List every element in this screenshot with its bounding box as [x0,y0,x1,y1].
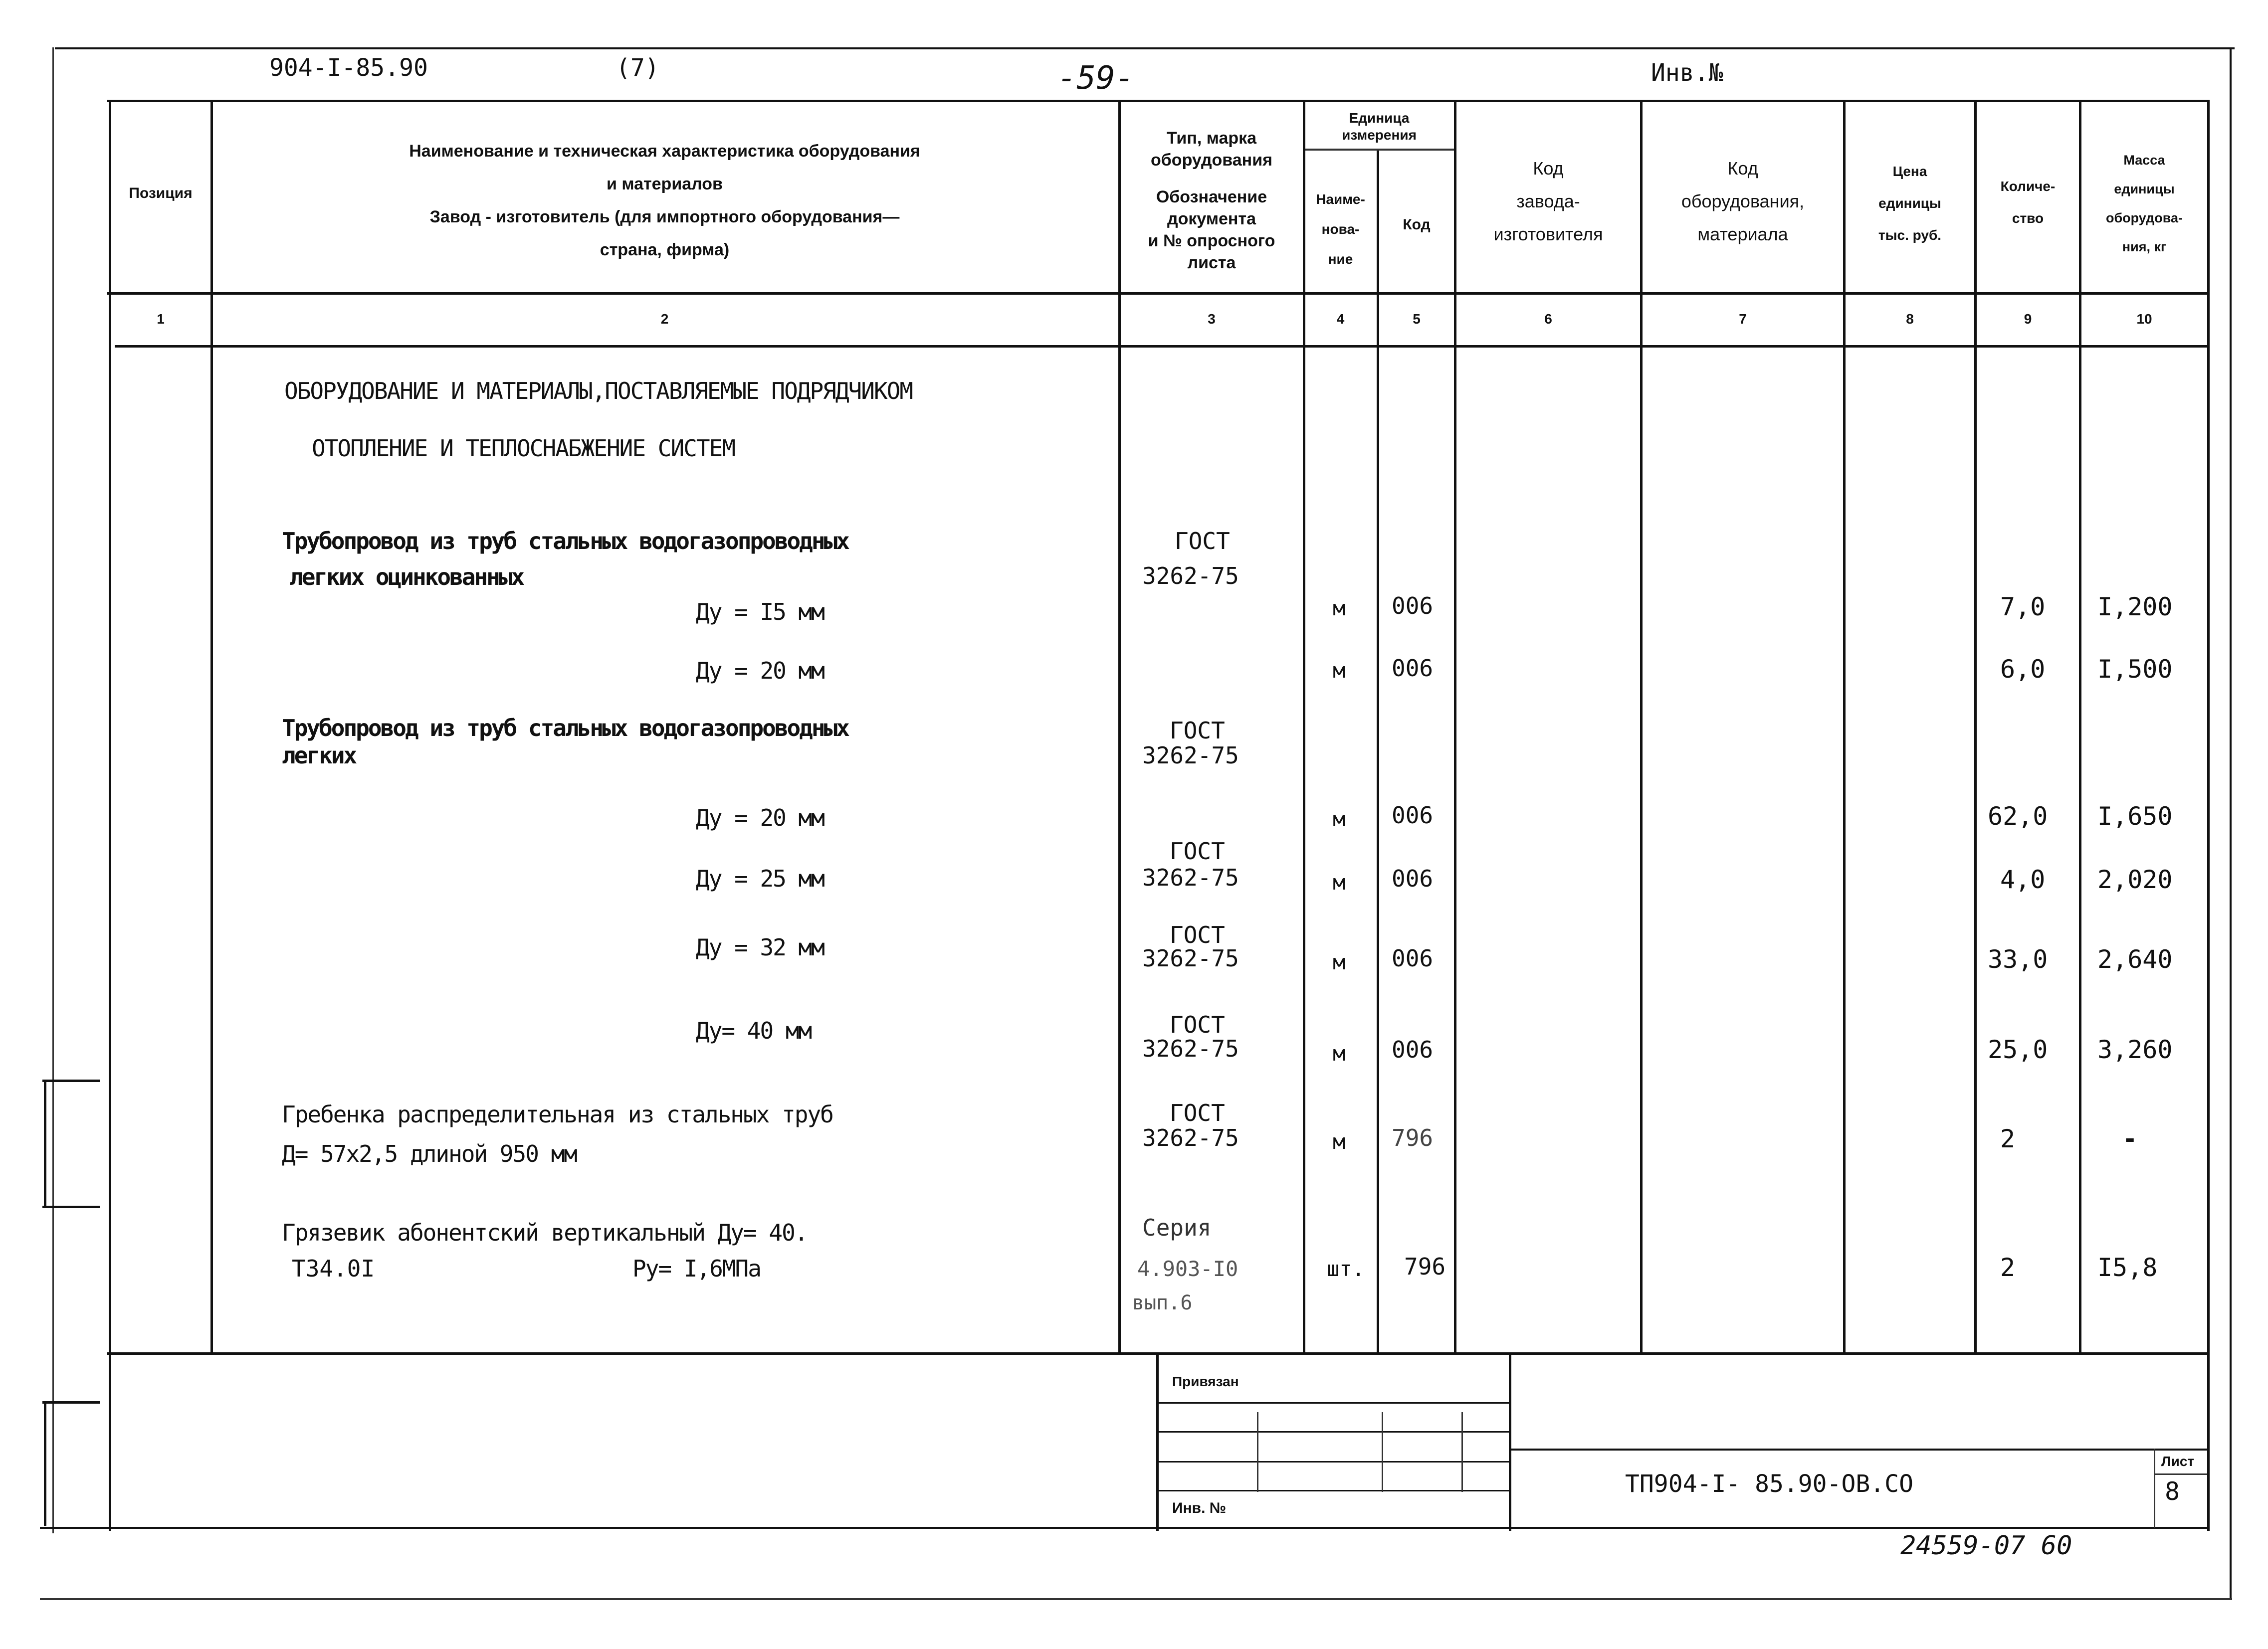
frame-right-line [2230,47,2232,1598]
item-quantity: 7,0 [2000,592,2046,621]
item-unit: м [1333,1041,1346,1066]
item-size: Ду = 20 мм [696,804,824,831]
item-name: Гребенка распределительная из стальных труб [282,1101,833,1128]
header-unit-group: Единица измерения [1342,110,1417,143]
item-size: Ду = 32 мм [696,934,824,961]
item-unit: шт. [1327,1257,1365,1281]
item-mass: 2,020 [2097,865,2173,894]
col-divider-9 [2079,100,2081,1352]
item-quantity: 2 [2000,1124,2016,1153]
item-size: Ду= 40 мм [696,1017,812,1044]
stamp-sheet-number: 8 [2165,1477,2180,1506]
col-divider-4 [1377,151,1379,1352]
header-type-doc: Тип, марка оборудования Обозначение документа и № опросного листа [1148,129,1275,272]
item-unit-code: 006 [1392,1036,1434,1063]
stamp-divider [1382,1412,1383,1492]
item-doc: Серия [1142,1214,1212,1241]
stamp-sheet-divider [2154,1449,2155,1528]
stamp-line [1156,1490,1511,1491]
item-unit-code: 006 [1392,802,1434,829]
binding-mark [42,1401,100,1404]
col-number-3: 3 [1208,311,1216,327]
header-equipment-code: Код оборудования, материала [1681,158,1805,244]
frame-top-line [55,47,2235,49]
header-unit-name: Наиме- нова- ние [1316,191,1365,267]
item-doc: 3262-75 [1142,562,1239,589]
item-size: Ду = 25 мм [696,865,824,892]
item-doc: ГОСТ [1175,528,1230,554]
binding-mark [44,1401,46,1526]
section-subtitle: ОТОПЛЕНИЕ И ТЕПЛОСНАБЖЕНИЕ СИСТЕМ [312,435,735,462]
item-name: Грязевик абонентский вертикальный Ду= 40. [282,1219,808,1246]
item-mass: I,500 [2097,655,2173,684]
item-size: Ду = 20 мм [696,657,824,684]
item-quantity: 25,0 [1988,1035,2048,1064]
section-title: ОБОРУДОВАНИЕ И МАТЕРИАЛЫ,ПОСТАВЛЯЕМЫЕ ПОДРЯДЧИКОМ [284,377,913,404]
col-divider-3 [1303,100,1305,1352]
col-divider-2 [1118,100,1121,1352]
item-doc: 4.903-I0 [1137,1257,1238,1281]
col-number-1: 1 [157,311,165,327]
col-divider-7 [1843,100,1846,1352]
item-unit-code: 006 [1392,945,1434,972]
stamp-doc-designation: ТП904-I- 85.90-ОВ.СО [1625,1470,1913,1498]
col-number-5: 5 [1413,311,1421,327]
col-number-9: 9 [2024,311,2032,327]
binding-mark [42,1206,100,1208]
item-name: легких [282,742,356,769]
stamp-inv-label: Инв. № [1172,1500,1227,1516]
item-name: легких оцинкованных [289,563,524,590]
item-doc: вып.6 [1132,1291,1193,1314]
inv-number-label: Инв.№ [1651,59,1723,87]
header-factory-code: Код завода- изготовителя [1493,158,1603,244]
item-doc: 3262-75 [1142,945,1239,972]
col-number-10: 10 [2136,311,2152,327]
header-unit-code: Код [1403,216,1431,233]
col-number-7: 7 [1739,311,1747,327]
binding-mark [44,1080,46,1207]
page-number: -59- [1057,60,1135,97]
item-unit-code: 006 [1392,592,1434,619]
header-unit-price: Цена единицы тыс. руб. [1878,164,1942,243]
item-quantity: 4,0 [2000,865,2046,894]
col-number-2: 2 [660,311,669,327]
col-divider-6 [1640,100,1643,1352]
item-unit: м [1333,807,1346,831]
item-size: Ду = I5 мм [696,598,824,625]
item-doc: ГОСТ [1170,838,1225,865]
stamp-line [1156,1461,1511,1463]
col-divider-right [2207,100,2210,1531]
frame-bottom-line [40,1598,2232,1600]
item-doc: ГОСТ [1170,1099,1225,1126]
item-mass: I,200 [2097,592,2173,621]
item-name: Т34.0I [292,1255,375,1282]
item-name: Ру= I,6МПа [632,1255,761,1282]
item-doc: 3262-75 [1142,864,1239,891]
item-unit: м [1333,596,1346,620]
stamp-bound-label: Привязан [1172,1374,1239,1389]
stamp-divider [1156,1352,1159,1531]
frame-left-line [52,47,54,1533]
col-divider-8 [1974,100,1977,1352]
item-name: Трубопровод из труб стальных водогазопроводных [282,528,848,554]
item-unit: м [1333,1129,1346,1154]
col-number-8: 8 [1906,311,1914,327]
item-name: Трубопровод из труб стальных водогазопроводных [282,715,848,741]
item-unit-code: 006 [1392,655,1434,682]
item-doc: 3262-75 [1142,742,1239,769]
header-unit-mass: Масса единицы оборудова- ния, кг [2105,153,2183,254]
stamp-sheet-line [2154,1473,2207,1475]
item-mass: - [2122,1124,2138,1153]
album-number: (7) [616,54,659,82]
item-doc: 3262-75 [1142,1035,1239,1062]
item-doc: ГОСТ [1170,1011,1225,1038]
item-name: Д= 57х2,5 длиной 950 мм [282,1140,577,1167]
col-number-6: 6 [1544,311,1552,327]
item-mass: 2,640 [2097,945,2173,974]
item-mass: I,650 [2097,802,2173,831]
item-mass: I5,8 [2097,1253,2158,1282]
stamp-divider [1509,1352,1511,1531]
header-quantity: Количе- ство [2000,179,2056,226]
item-mass: 3,260 [2097,1035,2173,1064]
item-unit-code: 796 [1392,1124,1434,1151]
stamp-divider [1461,1412,1463,1492]
item-unit: м [1333,658,1346,683]
binding-mark [42,1080,100,1082]
item-doc: ГОСТ [1170,717,1225,744]
header-name: Наименование и техническая характеристика оборудования и материалов Завод - изготовитель (для импортного оборудования— страна, фирма) [409,142,920,259]
stamp-line [1509,1449,2207,1451]
table-top-line [107,100,2210,102]
item-doc: ГОСТ [1170,921,1225,948]
col-divider-5 [1454,100,1456,1352]
item-unit-code: 006 [1392,865,1434,892]
stamp-line [1156,1402,1511,1404]
item-quantity: 33,0 [1988,945,2048,974]
item-unit: м [1333,870,1346,895]
stamp-sheet-label: Лист [2161,1454,2195,1469]
item-quantity: 62,0 [1988,802,2048,831]
header-bottom-line [107,292,2210,295]
archive-number: 24559-07 60 [1900,1531,2072,1561]
col-divider-1 [210,100,213,1352]
item-quantity: 6,0 [2000,655,2046,684]
stamp-divider [1257,1412,1258,1492]
item-doc: 3262-75 [1142,1124,1239,1151]
item-unit-code: 796 [1404,1253,1446,1280]
doc-code: 904-I-85.90 [269,54,428,82]
header-position: Позиция [129,185,193,201]
stamp-line [1156,1431,1511,1433]
numbers-bottom-line [115,345,2210,348]
item-unit: м [1333,950,1346,974]
stamp-bottom-line [40,1527,2210,1529]
col-number-4: 4 [1336,311,1345,327]
item-quantity: 2 [2000,1253,2016,1282]
